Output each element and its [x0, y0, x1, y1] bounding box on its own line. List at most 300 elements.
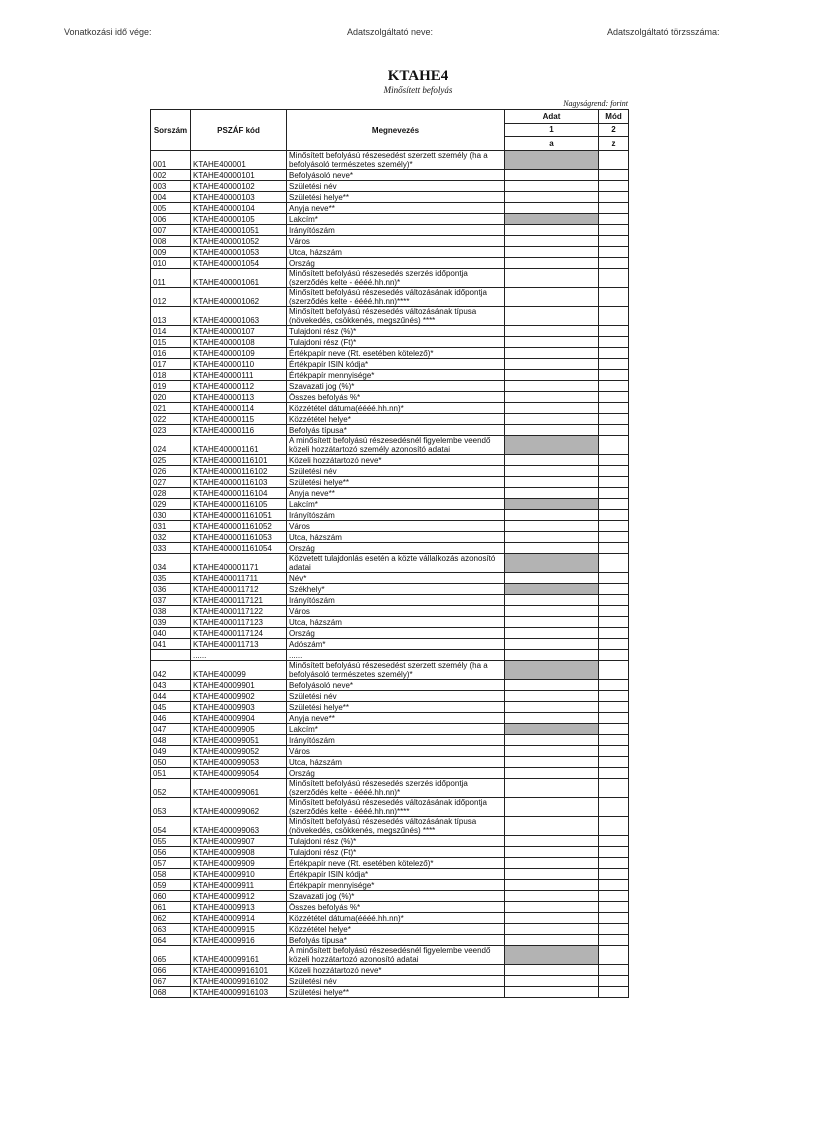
form-title: KTAHE4 — [387, 68, 449, 84]
row-mod-cell[interactable] — [599, 858, 629, 869]
row-mod-cell[interactable] — [599, 702, 629, 713]
row-mod-cell[interactable] — [599, 987, 629, 998]
row-mod-cell[interactable] — [599, 746, 629, 757]
row-adat-cell[interactable] — [505, 554, 599, 573]
row-mod-cell[interactable] — [599, 869, 629, 880]
row-number: 051 — [151, 768, 191, 779]
row-mod-cell[interactable] — [599, 543, 629, 554]
row-adat-cell[interactable] — [505, 606, 599, 617]
row-adat-cell[interactable] — [505, 584, 599, 595]
row-adat-cell[interactable] — [505, 935, 599, 946]
row-number: 036 — [151, 584, 191, 595]
row-adat-cell[interactable] — [505, 307, 599, 326]
table-row — [151, 779, 629, 798]
row-adat-cell[interactable] — [505, 403, 599, 414]
row-adat-cell[interactable] — [505, 847, 599, 858]
row-mod-cell[interactable] — [599, 170, 629, 181]
row-code: KTAHE400099051 — [191, 735, 287, 746]
row-name: Anyja neve** — [287, 203, 505, 214]
table-row — [151, 965, 629, 976]
row-adat-cell[interactable] — [505, 891, 599, 902]
table-row — [151, 746, 629, 757]
row-number: 052 — [151, 779, 191, 798]
row-adat-cell[interactable] — [505, 381, 599, 392]
row-mod-cell[interactable] — [599, 817, 629, 836]
row-number: 056 — [151, 847, 191, 858]
row-number: 063 — [151, 924, 191, 935]
col-num-adat: 1 — [505, 123, 599, 137]
table-row — [151, 724, 629, 735]
row-mod-cell[interactable] — [599, 913, 629, 924]
row-number: 014 — [151, 326, 191, 337]
row-adat-cell[interactable] — [505, 455, 599, 466]
row-mod-cell[interactable] — [599, 924, 629, 935]
row-mod-cell[interactable] — [599, 880, 629, 891]
row-code: KTAHE40000109 — [191, 348, 287, 359]
table-row — [151, 768, 629, 779]
table-row — [151, 466, 629, 477]
row-name: Utca, házszám — [287, 247, 505, 258]
row-adat-cell[interactable] — [505, 510, 599, 521]
table-row — [151, 987, 629, 998]
row-adat-cell[interactable] — [505, 913, 599, 924]
row-code: KTAHE40009908 — [191, 847, 287, 858]
row-name: Tulajdoni rész (%)* — [287, 326, 505, 337]
row-number: 050 — [151, 757, 191, 768]
row-code: KTAHE40000112 — [191, 381, 287, 392]
table-row — [151, 650, 629, 661]
row-adat-cell[interactable] — [505, 779, 599, 798]
row-adat-cell[interactable] — [505, 987, 599, 998]
row-code: KTAHE40000102 — [191, 181, 287, 192]
row-adat-cell[interactable] — [505, 902, 599, 913]
row-mod-cell[interactable] — [599, 847, 629, 858]
row-mod-cell[interactable] — [599, 680, 629, 691]
row-adat-cell[interactable] — [505, 521, 599, 532]
row-adat-cell[interactable] — [505, 236, 599, 247]
row-adat-cell[interactable] — [505, 965, 599, 976]
row-mod-cell[interactable] — [599, 935, 629, 946]
row-name: Minősített befolyású részesedés változásának típusa (növekedés, csökkenés, megszűnés) **** — [287, 307, 505, 326]
row-number: 049 — [151, 746, 191, 757]
row-code: KTAHE40000116104 — [191, 488, 287, 499]
row-name: Értékpapír ISIN kódja* — [287, 869, 505, 880]
row-number: 046 — [151, 713, 191, 724]
row-adat-cell[interactable] — [505, 869, 599, 880]
table-row — [151, 499, 629, 510]
row-mod-cell[interactable] — [599, 798, 629, 817]
row-mod-cell[interactable] — [599, 499, 629, 510]
row-mod-cell[interactable] — [599, 639, 629, 650]
row-adat-cell[interactable] — [505, 359, 599, 370]
row-adat-cell[interactable] — [505, 370, 599, 381]
row-number: 001 — [151, 151, 191, 170]
row-name: Születési név — [287, 181, 505, 192]
row-adat-cell[interactable] — [505, 543, 599, 554]
table-row — [151, 381, 629, 392]
col-letter-mod: z — [599, 137, 629, 151]
table-row — [151, 713, 629, 724]
row-number: 030 — [151, 510, 191, 521]
row-number: 022 — [151, 414, 191, 425]
row-code: KTAHE400099 — [191, 661, 287, 680]
row-adat-cell[interactable] — [505, 880, 599, 891]
col-letter-adat: a — [505, 137, 599, 151]
row-adat-cell[interactable] — [505, 858, 599, 869]
row-adat-cell[interactable] — [505, 247, 599, 258]
row-number: 018 — [151, 370, 191, 381]
row-number: 017 — [151, 359, 191, 370]
row-adat-cell[interactable] — [505, 713, 599, 724]
table-row — [151, 691, 629, 702]
row-adat-cell[interactable] — [505, 798, 599, 817]
table-row — [151, 902, 629, 913]
row-number: 033 — [151, 543, 191, 554]
row-mod-cell[interactable] — [599, 595, 629, 606]
col-header-mod: Mód — [599, 110, 629, 124]
row-mod-cell[interactable] — [599, 691, 629, 702]
table-row — [151, 214, 629, 225]
row-adat-cell[interactable] — [505, 924, 599, 935]
row-adat-cell[interactable] — [505, 258, 599, 269]
row-code: KTAHE40000113 — [191, 392, 287, 403]
row-adat-cell[interactable] — [505, 724, 599, 735]
row-mod-cell[interactable] — [599, 554, 629, 573]
row-code: KTAHE40000108 — [191, 337, 287, 348]
row-adat-cell[interactable] — [505, 488, 599, 499]
row-adat-cell[interactable] — [505, 288, 599, 307]
row-mod-cell[interactable] — [599, 466, 629, 477]
row-code: KTAHE40009912 — [191, 891, 287, 902]
row-adat-cell[interactable] — [505, 836, 599, 847]
row-mod-cell[interactable] — [599, 214, 629, 225]
row-code: KTAHE40000115 — [191, 414, 287, 425]
row-code: KTAHE40009915 — [191, 924, 287, 935]
row-adat-cell[interactable] — [505, 181, 599, 192]
row-mod-cell[interactable] — [599, 225, 629, 236]
row-adat-cell[interactable] — [505, 617, 599, 628]
table-row — [151, 455, 629, 466]
row-adat-cell[interactable] — [505, 746, 599, 757]
table-row — [151, 554, 629, 573]
row-adat-cell[interactable] — [505, 477, 599, 488]
col-header-adat: Adat — [505, 110, 599, 124]
row-adat-cell[interactable] — [505, 499, 599, 510]
row-name: Ország — [287, 628, 505, 639]
row-adat-cell[interactable] — [505, 348, 599, 359]
table-row — [151, 225, 629, 236]
row-name: Születési helye** — [287, 192, 505, 203]
row-code: KTAHE40009916103 — [191, 987, 287, 998]
row-name: Születési helye** — [287, 987, 505, 998]
row-mod-cell[interactable] — [599, 521, 629, 532]
row-mod-cell[interactable] — [599, 392, 629, 403]
row-adat-cell[interactable] — [505, 326, 599, 337]
row-code: KTAHE400001161054 — [191, 543, 287, 554]
table-row — [151, 880, 629, 891]
row-code: KTAHE40000116103 — [191, 477, 287, 488]
row-name: Székhely* — [287, 584, 505, 595]
row-mod-cell[interactable] — [599, 724, 629, 735]
table-row — [151, 836, 629, 847]
table-row — [151, 192, 629, 203]
row-mod-cell[interactable] — [599, 455, 629, 466]
row-mod-cell[interactable] — [599, 779, 629, 798]
row-number: 037 — [151, 595, 191, 606]
row-mod-cell[interactable] — [599, 151, 629, 170]
row-number: 023 — [151, 425, 191, 436]
row-mod-cell[interactable] — [599, 348, 629, 359]
row-mod-cell[interactable] — [599, 326, 629, 337]
row-adat-cell[interactable] — [505, 691, 599, 702]
row-mod-cell[interactable] — [599, 337, 629, 348]
row-code: KTAHE40000111 — [191, 370, 287, 381]
row-name: Utca, házszám — [287, 757, 505, 768]
col-num-mod: 2 — [599, 123, 629, 137]
row-adat-cell[interactable] — [505, 170, 599, 181]
row-number: 019 — [151, 381, 191, 392]
row-name: Összes befolyás %* — [287, 392, 505, 403]
row-adat-cell[interactable] — [505, 414, 599, 425]
row-mod-cell[interactable] — [599, 735, 629, 746]
row-name: Lakcím* — [287, 214, 505, 225]
row-mod-cell[interactable] — [599, 510, 629, 521]
row-mod-cell[interactable] — [599, 359, 629, 370]
row-adat-cell[interactable] — [505, 225, 599, 236]
row-adat-cell[interactable] — [505, 735, 599, 746]
table-row — [151, 617, 629, 628]
row-mod-cell[interactable] — [599, 965, 629, 976]
row-mod-cell[interactable] — [599, 403, 629, 414]
table-row — [151, 573, 629, 584]
row-mod-cell[interactable] — [599, 288, 629, 307]
row-number: 007 — [151, 225, 191, 236]
row-name: Születési helye** — [287, 702, 505, 713]
row-number: 068 — [151, 987, 191, 998]
table-row — [151, 307, 629, 326]
row-code: KTAHE400001061 — [191, 269, 287, 288]
row-adat-cell[interactable] — [505, 946, 599, 965]
table-row — [151, 348, 629, 359]
col-header-code: PSZÁF kód — [191, 110, 287, 151]
row-adat-cell[interactable] — [505, 532, 599, 543]
row-name: A minősített befolyású részesedésnél figyelembe veendő közeli hozzátartozó személy azonosító adatai — [287, 436, 505, 455]
row-adat-cell[interactable] — [505, 976, 599, 987]
row-code: KTAHE400001 — [191, 151, 287, 170]
row-mod-cell[interactable] — [599, 976, 629, 987]
row-adat-cell[interactable] — [505, 680, 599, 691]
row-name: Ország — [287, 768, 505, 779]
row-code: KTAHE400011711 — [191, 573, 287, 584]
row-mod-cell[interactable] — [599, 584, 629, 595]
row-name: Anyja neve** — [287, 488, 505, 499]
row-adat-cell[interactable] — [505, 203, 599, 214]
table-row — [151, 436, 629, 455]
row-adat-cell[interactable] — [505, 466, 599, 477]
row-mod-cell[interactable] — [599, 713, 629, 724]
row-code: KTAHE40009909 — [191, 858, 287, 869]
row-name: Város — [287, 746, 505, 757]
row-adat-cell[interactable] — [505, 151, 599, 170]
row-name: Utca, házszám — [287, 532, 505, 543]
row-name: Közvetett tulajdonlás esetén a közte vállalkozás azonosító adatai — [287, 554, 505, 573]
row-adat-cell[interactable] — [505, 337, 599, 348]
unit-note: Nagyságrend: forint — [563, 99, 628, 108]
row-mod-cell[interactable] — [599, 203, 629, 214]
row-adat-cell[interactable] — [505, 573, 599, 584]
row-mod-cell[interactable] — [599, 768, 629, 779]
row-mod-cell[interactable] — [599, 192, 629, 203]
row-number: 040 — [151, 628, 191, 639]
row-name: Szavazati jog (%)* — [287, 891, 505, 902]
row-name: Születési név — [287, 976, 505, 987]
row-adat-cell[interactable] — [505, 768, 599, 779]
row-code: KTAHE40009913 — [191, 902, 287, 913]
row-mod-cell[interactable] — [599, 269, 629, 288]
table-row — [151, 521, 629, 532]
row-code: KTAHE40000105 — [191, 214, 287, 225]
row-number: 042 — [151, 661, 191, 680]
row-mod-cell[interactable] — [599, 606, 629, 617]
row-mod-cell[interactable] — [599, 628, 629, 639]
row-code: KTAHE40000104 — [191, 203, 287, 214]
row-mod-cell[interactable] — [599, 650, 629, 661]
row-adat-cell[interactable] — [505, 628, 599, 639]
row-mod-cell[interactable] — [599, 902, 629, 913]
row-code: KTAHE400001063 — [191, 307, 287, 326]
row-adat-cell[interactable] — [505, 214, 599, 225]
row-mod-cell[interactable] — [599, 414, 629, 425]
row-name: Befolyás típusa* — [287, 935, 505, 946]
row-number: 029 — [151, 499, 191, 510]
form-subtitle: Minősített befolyás — [383, 85, 453, 95]
row-number: 027 — [151, 477, 191, 488]
row-number: 065 — [151, 946, 191, 965]
table-row — [151, 661, 629, 680]
row-number: 067 — [151, 976, 191, 987]
row-mod-cell[interactable] — [599, 488, 629, 499]
row-adat-cell[interactable] — [505, 436, 599, 455]
row-number: 032 — [151, 532, 191, 543]
row-name: Lakcím* — [287, 724, 505, 735]
row-adat-cell[interactable] — [505, 392, 599, 403]
row-number: 035 — [151, 573, 191, 584]
table-row — [151, 326, 629, 337]
row-number: 061 — [151, 902, 191, 913]
row-mod-cell[interactable] — [599, 181, 629, 192]
row-mod-cell[interactable] — [599, 370, 629, 381]
provider-id-label: Adatszolgáltató törzsszáma: — [607, 27, 720, 37]
row-number: 043 — [151, 680, 191, 691]
row-code: KTAHE400099161 — [191, 946, 287, 965]
row-adat-cell[interactable] — [505, 661, 599, 680]
row-adat-cell[interactable] — [505, 595, 599, 606]
row-number: 006 — [151, 214, 191, 225]
row-code: KTAHE400001054 — [191, 258, 287, 269]
row-name: Közzététel helye* — [287, 414, 505, 425]
row-code: KTAHE4000117122 — [191, 606, 287, 617]
row-mod-cell[interactable] — [599, 247, 629, 258]
period-end-label: Vonatkozási idő vége: — [64, 27, 152, 37]
row-adat-cell[interactable] — [505, 192, 599, 203]
row-mod-cell[interactable] — [599, 307, 629, 326]
row-code: KTAHE40009907 — [191, 836, 287, 847]
row-mod-cell[interactable] — [599, 258, 629, 269]
table-row — [151, 584, 629, 595]
row-name: Város — [287, 236, 505, 247]
table-row — [151, 757, 629, 768]
row-name: Név* — [287, 573, 505, 584]
row-number: 009 — [151, 247, 191, 258]
row-adat-cell[interactable] — [505, 702, 599, 713]
row-mod-cell[interactable] — [599, 836, 629, 847]
row-code: KTAHE40009914 — [191, 913, 287, 924]
row-adat-cell[interactable] — [505, 650, 599, 661]
row-code: KTAHE40009903 — [191, 702, 287, 713]
row-mod-cell[interactable] — [599, 946, 629, 965]
row-mod-cell[interactable] — [599, 477, 629, 488]
row-name: Város — [287, 606, 505, 617]
row-name: Irányítószám — [287, 595, 505, 606]
row-adat-cell[interactable] — [505, 269, 599, 288]
row-name: Minősített befolyású részesedés változásának időpontja (szerződés kelte - éééé.hh.nn)**** — [287, 288, 505, 307]
table-row — [151, 425, 629, 436]
row-mod-cell[interactable] — [599, 891, 629, 902]
table-row — [151, 359, 629, 370]
row-mod-cell[interactable] — [599, 532, 629, 543]
row-mod-cell[interactable] — [599, 436, 629, 455]
row-name: Értékpapír mennyisége* — [287, 880, 505, 891]
row-code: KTAHE400001161051 — [191, 510, 287, 521]
row-name: Értékpapír neve (Rt. esetében kötelező)* — [287, 858, 505, 869]
row-mod-cell[interactable] — [599, 236, 629, 247]
row-adat-cell[interactable] — [505, 817, 599, 836]
row-code: KTAHE40009901 — [191, 680, 287, 691]
row-name: Befolyásoló neve* — [287, 170, 505, 181]
row-name: ...... — [287, 650, 505, 661]
row-code: KTAHE40000116105 — [191, 499, 287, 510]
row-name: Szavazati jog (%)* — [287, 381, 505, 392]
row-code: KTAHE4000117124 — [191, 628, 287, 639]
row-adat-cell[interactable] — [505, 425, 599, 436]
row-name: Város — [287, 521, 505, 532]
row-code: KTAHE40000116101 — [191, 455, 287, 466]
row-adat-cell[interactable] — [505, 639, 599, 650]
row-mod-cell[interactable] — [599, 425, 629, 436]
table-row — [151, 847, 629, 858]
table-row — [151, 337, 629, 348]
row-mod-cell[interactable] — [599, 757, 629, 768]
row-mod-cell[interactable] — [599, 573, 629, 584]
row-mod-cell[interactable] — [599, 381, 629, 392]
row-code: KTAHE40009905 — [191, 724, 287, 735]
row-code: KTAHE400099054 — [191, 768, 287, 779]
row-name: Ország — [287, 258, 505, 269]
table-row — [151, 798, 629, 817]
table-row — [151, 891, 629, 902]
row-mod-cell[interactable] — [599, 617, 629, 628]
row-number: 002 — [151, 170, 191, 181]
table-row — [151, 946, 629, 965]
row-name: Minősített befolyású részesedés változásának típusa (növekedés, csökkenés, megszűnés) **** — [287, 817, 505, 836]
table-row — [151, 532, 629, 543]
row-mod-cell[interactable] — [599, 661, 629, 680]
table-row — [151, 606, 629, 617]
row-adat-cell[interactable] — [505, 757, 599, 768]
row-number: 004 — [151, 192, 191, 203]
row-number: 045 — [151, 702, 191, 713]
row-number: 048 — [151, 735, 191, 746]
